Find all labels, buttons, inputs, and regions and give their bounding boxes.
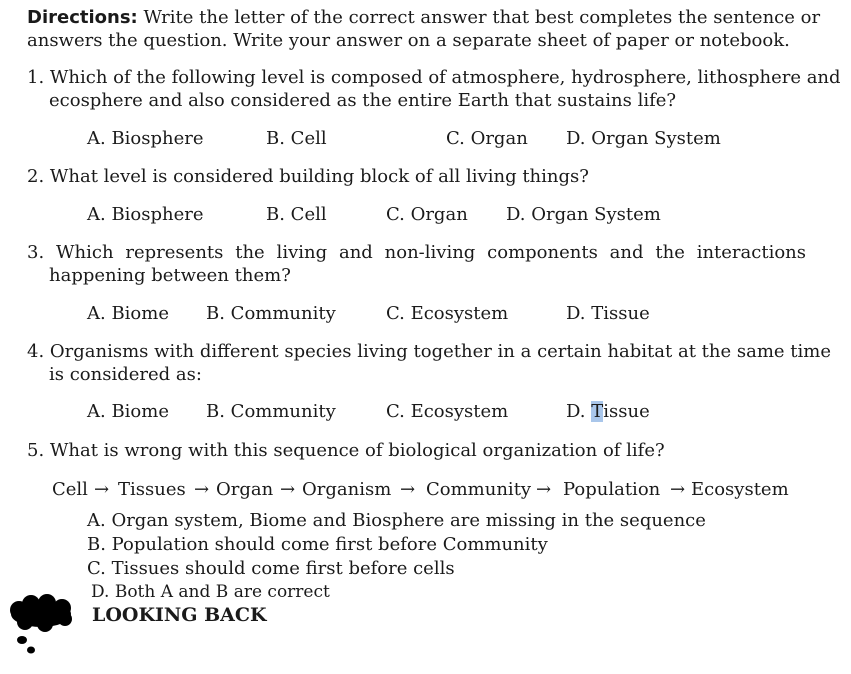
- question-4-line-1: 4. Organisms with different species living together in a certain habitat at the same time: [27, 341, 831, 362]
- q1-option-b: B. Cell: [266, 128, 327, 149]
- q5-option-d: D. Both A and B are correct: [91, 582, 330, 602]
- question-5-line-1: 5. What is wrong with this sequence of biological organization of life?: [27, 440, 665, 461]
- q4-option-d-prefix: D.: [566, 401, 592, 422]
- question-1-line-1: 1. Which of the following level is composed of atmosphere, hydrosphere, lithosphere and: [27, 67, 841, 88]
- directions-text: Write the letter of the correct answer that best completes the sentence or: [143, 7, 821, 28]
- q5-option-a: A. Organ system, Biome and Biosphere are missing in the sequence: [87, 510, 706, 531]
- q4-option-d: [566, 400, 650, 423]
- q3-option-a: A. Biome: [87, 303, 169, 324]
- sequence-item-community: Community: [426, 479, 532, 500]
- q3-option-b: B. Community: [206, 303, 336, 324]
- question-2-line-1: 2. What level is considered building block of all living things?: [27, 166, 589, 187]
- arrow-right-icon: →: [400, 479, 416, 500]
- q2-option-a: A. Biosphere: [87, 204, 204, 225]
- q3-option-d: D. Tissue: [566, 303, 650, 324]
- arrow-right-icon: →: [536, 479, 552, 500]
- q4-option-b: B. Community: [206, 401, 336, 422]
- question-4-line-2: is considered as:: [49, 364, 202, 385]
- arrow-right-icon: →: [94, 479, 110, 500]
- sequence-item-population: Population: [563, 479, 661, 500]
- arrow-right-icon: →: [194, 479, 210, 500]
- q1-option-c: C. Organ: [446, 128, 528, 149]
- thought-cloud-icon: [5, 594, 75, 664]
- q4-option-d-rest: issue: [603, 401, 650, 422]
- q1-option-a: A. Biosphere: [87, 128, 204, 149]
- q1-option-d: D. Organ System: [566, 128, 721, 149]
- sequence-item-organism: Organism: [302, 479, 392, 500]
- q5-option-c: C. Tissues should come first before cells: [87, 558, 455, 579]
- sequence-item-organ: Organ: [216, 479, 274, 500]
- text-selection-highlight[interactable]: T: [591, 401, 604, 422]
- directions-line-2: answers the question. Write your answer on a separate sheet of paper or notebook.: [27, 30, 790, 51]
- directions-label: Directions:: [27, 7, 138, 28]
- question-3-line-2: happening between them?: [49, 265, 291, 286]
- sequence-item-ecosystem: Ecosystem: [691, 479, 789, 500]
- arrow-right-icon: →: [670, 479, 686, 500]
- question-1-line-2: ecosphere and also considered as the entire Earth that sustains life?: [49, 90, 677, 111]
- sequence-item-tissues: Tissues: [118, 479, 186, 500]
- section-heading-looking-back: LOOKING BACK: [92, 604, 267, 626]
- q2-option-d: D. Organ System: [506, 204, 661, 225]
- directions-line-1: [27, 6, 820, 29]
- q4-option-c: C. Ecosystem: [386, 401, 509, 422]
- arrow-right-icon: →: [280, 479, 296, 500]
- q2-option-b: B. Cell: [266, 204, 327, 225]
- q5-option-b: B. Population should come first before Community: [87, 534, 548, 555]
- q4-option-a: A. Biome: [87, 401, 169, 422]
- q3-option-c: C. Ecosystem: [386, 303, 509, 324]
- q2-option-c: C. Organ: [386, 204, 468, 225]
- question-3-line-1: 3. Which represents the living and non-living components and the interactions: [27, 242, 806, 263]
- sequence-item-cell: Cell: [52, 479, 88, 500]
